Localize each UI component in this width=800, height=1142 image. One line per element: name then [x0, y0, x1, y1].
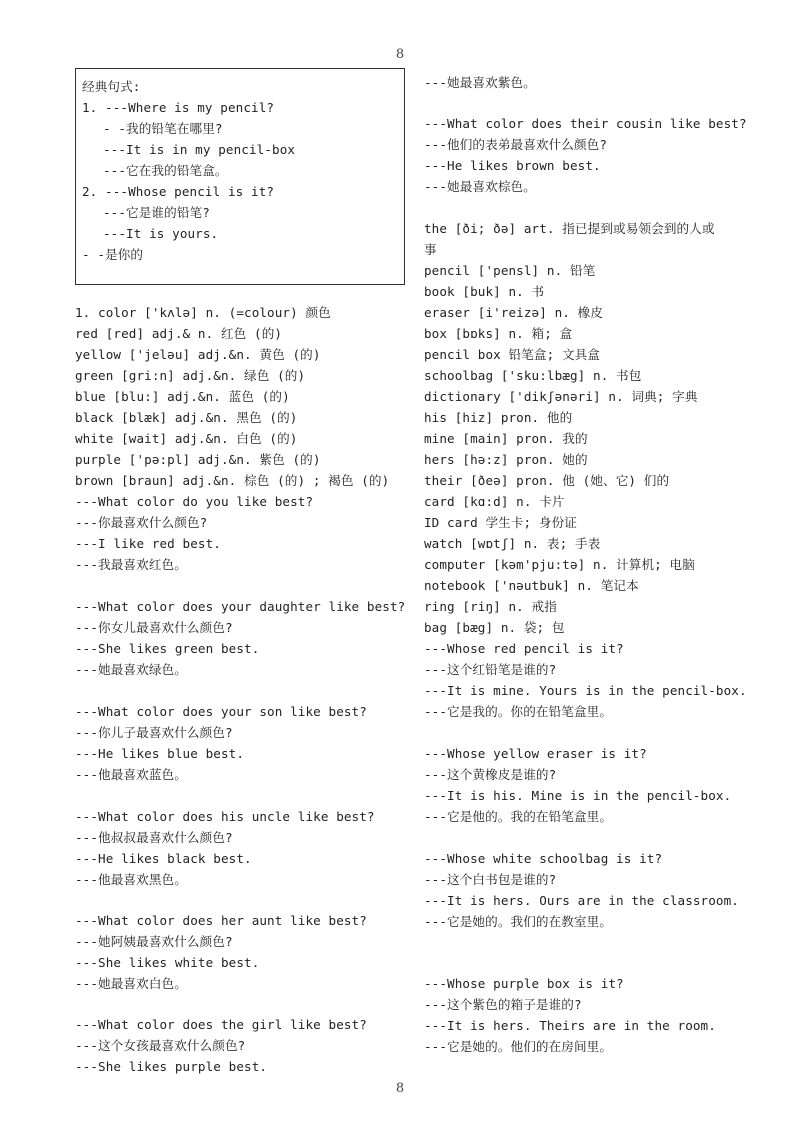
- dialogue-line: ---What color does her aunt like best?: [75, 913, 367, 928]
- vocab-entry: their [ðeə] pron. 他 (她、它) 们的: [424, 473, 670, 488]
- box-line: - -我的铅笔在哪里?: [103, 121, 223, 136]
- vocab-entry: brown [braun] adj.&n. 棕色 (的) ; 褐色 (的): [75, 473, 390, 488]
- dialogue-line: ---What color does the girl like best?: [75, 1017, 367, 1032]
- dialogue-line: ---Whose purple box is it?: [424, 976, 624, 991]
- dialogue-line: ---她最喜欢棕色。: [424, 179, 536, 194]
- page-number-bottom: 8: [395, 1081, 405, 1096]
- vocab-entry: notebook ['nəutbuk] n. 笔记本: [424, 578, 639, 593]
- vocab-entry: watch [wɒtʃ] n. 表; 手表: [424, 536, 601, 551]
- dialogue-line: ---我最喜欢红色。: [75, 557, 187, 572]
- dialogue-line: ---Whose red pencil is it?: [424, 641, 624, 656]
- dialogue-line: ---它是他的。我的在铅笔盒里。: [424, 809, 613, 824]
- dialogue-line: ---他叔叔最喜欢什么颜色?: [75, 830, 233, 845]
- box-line: 1. ---Where is my pencil?: [82, 100, 275, 115]
- vocab-entry: book [buk] n. 书: [424, 284, 545, 299]
- box-line: ---它是谁的铅笔?: [103, 205, 210, 220]
- vocab-entry: card [kɑ:d] n. 卡片: [424, 494, 565, 509]
- vocab-entry: his [hiz] pron. 他的: [424, 410, 573, 425]
- vocab-entry: pencil ['pensl] n. 铅笔: [424, 263, 596, 278]
- box-line: ---It is yours.: [103, 226, 219, 241]
- dialogue-line: ---It is mine. Yours is in the pencil-box.: [424, 683, 747, 698]
- dialogue-line: ---It is hers. Theirs are in the room.: [424, 1018, 716, 1033]
- dialogue-line: ---你女儿最喜欢什么颜色?: [75, 620, 233, 635]
- vocab-entry: green [gri:n] adj.&n. 绿色 (的): [75, 368, 306, 383]
- vocab-entry: 事: [424, 242, 437, 257]
- dialogue-line: ---What color does your daughter like best?: [75, 599, 406, 614]
- vocab-entry: dictionary ['dikʃənəri] n. 词典; 字典: [424, 389, 698, 404]
- dialogue-line: ---这个黄橡皮是谁的?: [424, 767, 557, 782]
- vocab-entry: ring [riŋ] n. 戒指: [424, 599, 557, 614]
- dialogue-line: ---Whose yellow eraser is it?: [424, 746, 647, 761]
- dialogue-line: ---你最喜欢什么颜色?: [75, 515, 208, 530]
- dialogue-line: ---他最喜欢蓝色。: [75, 767, 187, 782]
- vocab-entry: blue [blu:] adj.&n. 蓝色 (的): [75, 389, 290, 404]
- vocab-entry: box [bɒks] n. 箱; 盒: [424, 326, 573, 341]
- vocab-entry: purple ['pə:pl] adj.&n. 紫色 (的): [75, 452, 321, 467]
- vocab-entry: black [blæk] adj.&n. 黑色 (的): [75, 410, 298, 425]
- dialogue-line: ---她最喜欢白色。: [75, 976, 187, 991]
- box-line: ---它在我的铅笔盒。: [103, 163, 228, 178]
- dialogue-line: ---这个白书包是谁的?: [424, 872, 557, 887]
- dialogue-line: ---她最喜欢绿色。: [75, 662, 187, 677]
- dialogue-line: ---He likes blue best.: [75, 746, 245, 761]
- vocab-entry: schoolbag ['sku:lbæg] n. 书包: [424, 368, 642, 383]
- dialogue-line: ---It is his. Mine is in the pencil-box.: [424, 788, 732, 803]
- classic-sentences-box: [75, 68, 405, 285]
- box-line: - -是你的: [82, 247, 144, 262]
- dialogue-line: ---What color does their cousin like best?: [424, 116, 747, 131]
- dialogue-line: ---Whose white schoolbag is it?: [424, 851, 663, 866]
- dialogue-line: ---She likes purple best.: [75, 1059, 268, 1074]
- vocab-entry: the [ði; ðə] art. 指已提到或易领会到的人或: [424, 221, 715, 236]
- vocab-entry: ID card 学生卡; 身份证: [424, 515, 577, 530]
- dialogue-line: ---这个女孩最喜欢什么颜色?: [75, 1038, 246, 1053]
- dialogue-line: ---你儿子最喜欢什么颜色?: [75, 725, 233, 740]
- vocab-entry: red [red] adj.& n. 红色 (的): [75, 326, 283, 341]
- vocab-entry: hers [hə:z] pron. 她的: [424, 452, 588, 467]
- vocab-entry: pencil box 铅笔盒; 文具盒: [424, 347, 601, 362]
- vocab-entry: 1. color ['kʌlə] n. (=colour) 颜色: [75, 305, 331, 320]
- dialogue-line: ---I like red best.: [75, 536, 221, 551]
- dialogue-line: ---它是我的。你的在铅笔盒里。: [424, 704, 613, 719]
- dialogue-line: ---这个紫色的箱子是谁的?: [424, 997, 582, 1012]
- dialogue-line: ---She likes white best.: [75, 955, 260, 970]
- vocab-entry: computer [kəm'pju:tə] n. 计算机; 电脑: [424, 557, 695, 572]
- dialogue-line: ---她阿姨最喜欢什么颜色?: [75, 934, 233, 949]
- box-line: ---It is in my pencil-box: [103, 142, 296, 157]
- dialogue-line: ---What color do you like best?: [75, 494, 314, 509]
- vocab-entry: eraser [i'reizə] n. 橡皮: [424, 305, 604, 320]
- vocab-entry: mine [main] pron. 我的: [424, 431, 588, 446]
- dialogue-line: ---He likes brown best.: [424, 158, 601, 173]
- dialogue-line: ---他们的表弟最喜欢什么颜色?: [424, 137, 608, 152]
- box-line: 2. ---Whose pencil is it?: [82, 184, 275, 199]
- box-title: 经典句式:: [82, 79, 141, 94]
- dialogue-line: ---这个红铅笔是谁的?: [424, 662, 557, 677]
- dialogue-line: ---She likes green best.: [75, 641, 260, 656]
- dialogue-line: ---What color does your son like best?: [75, 704, 367, 719]
- dialogue-line: ---He likes black best.: [75, 851, 252, 866]
- dialogue-line: ---What color does his uncle like best?: [75, 809, 375, 824]
- vocab-entry: yellow ['jeləu] adj.&n. 黄色 (的): [75, 347, 321, 362]
- dialogue-line: ---它是她的。他们的在房间里。: [424, 1039, 613, 1054]
- dialogue-line: ---It is hers. Ours are in the classroom.: [424, 893, 739, 908]
- page-number-top: 8: [395, 47, 405, 62]
- vocab-entry: bag [bæg] n. 袋; 包: [424, 620, 565, 635]
- vocab-entry: white [wait] adj.&n. 白色 (的): [75, 431, 298, 446]
- dialogue-line: ---她最喜欢紫色。: [424, 75, 536, 90]
- dialogue-line: ---他最喜欢黑色。: [75, 872, 187, 887]
- dialogue-line: ---它是她的。我们的在教室里。: [424, 914, 613, 929]
